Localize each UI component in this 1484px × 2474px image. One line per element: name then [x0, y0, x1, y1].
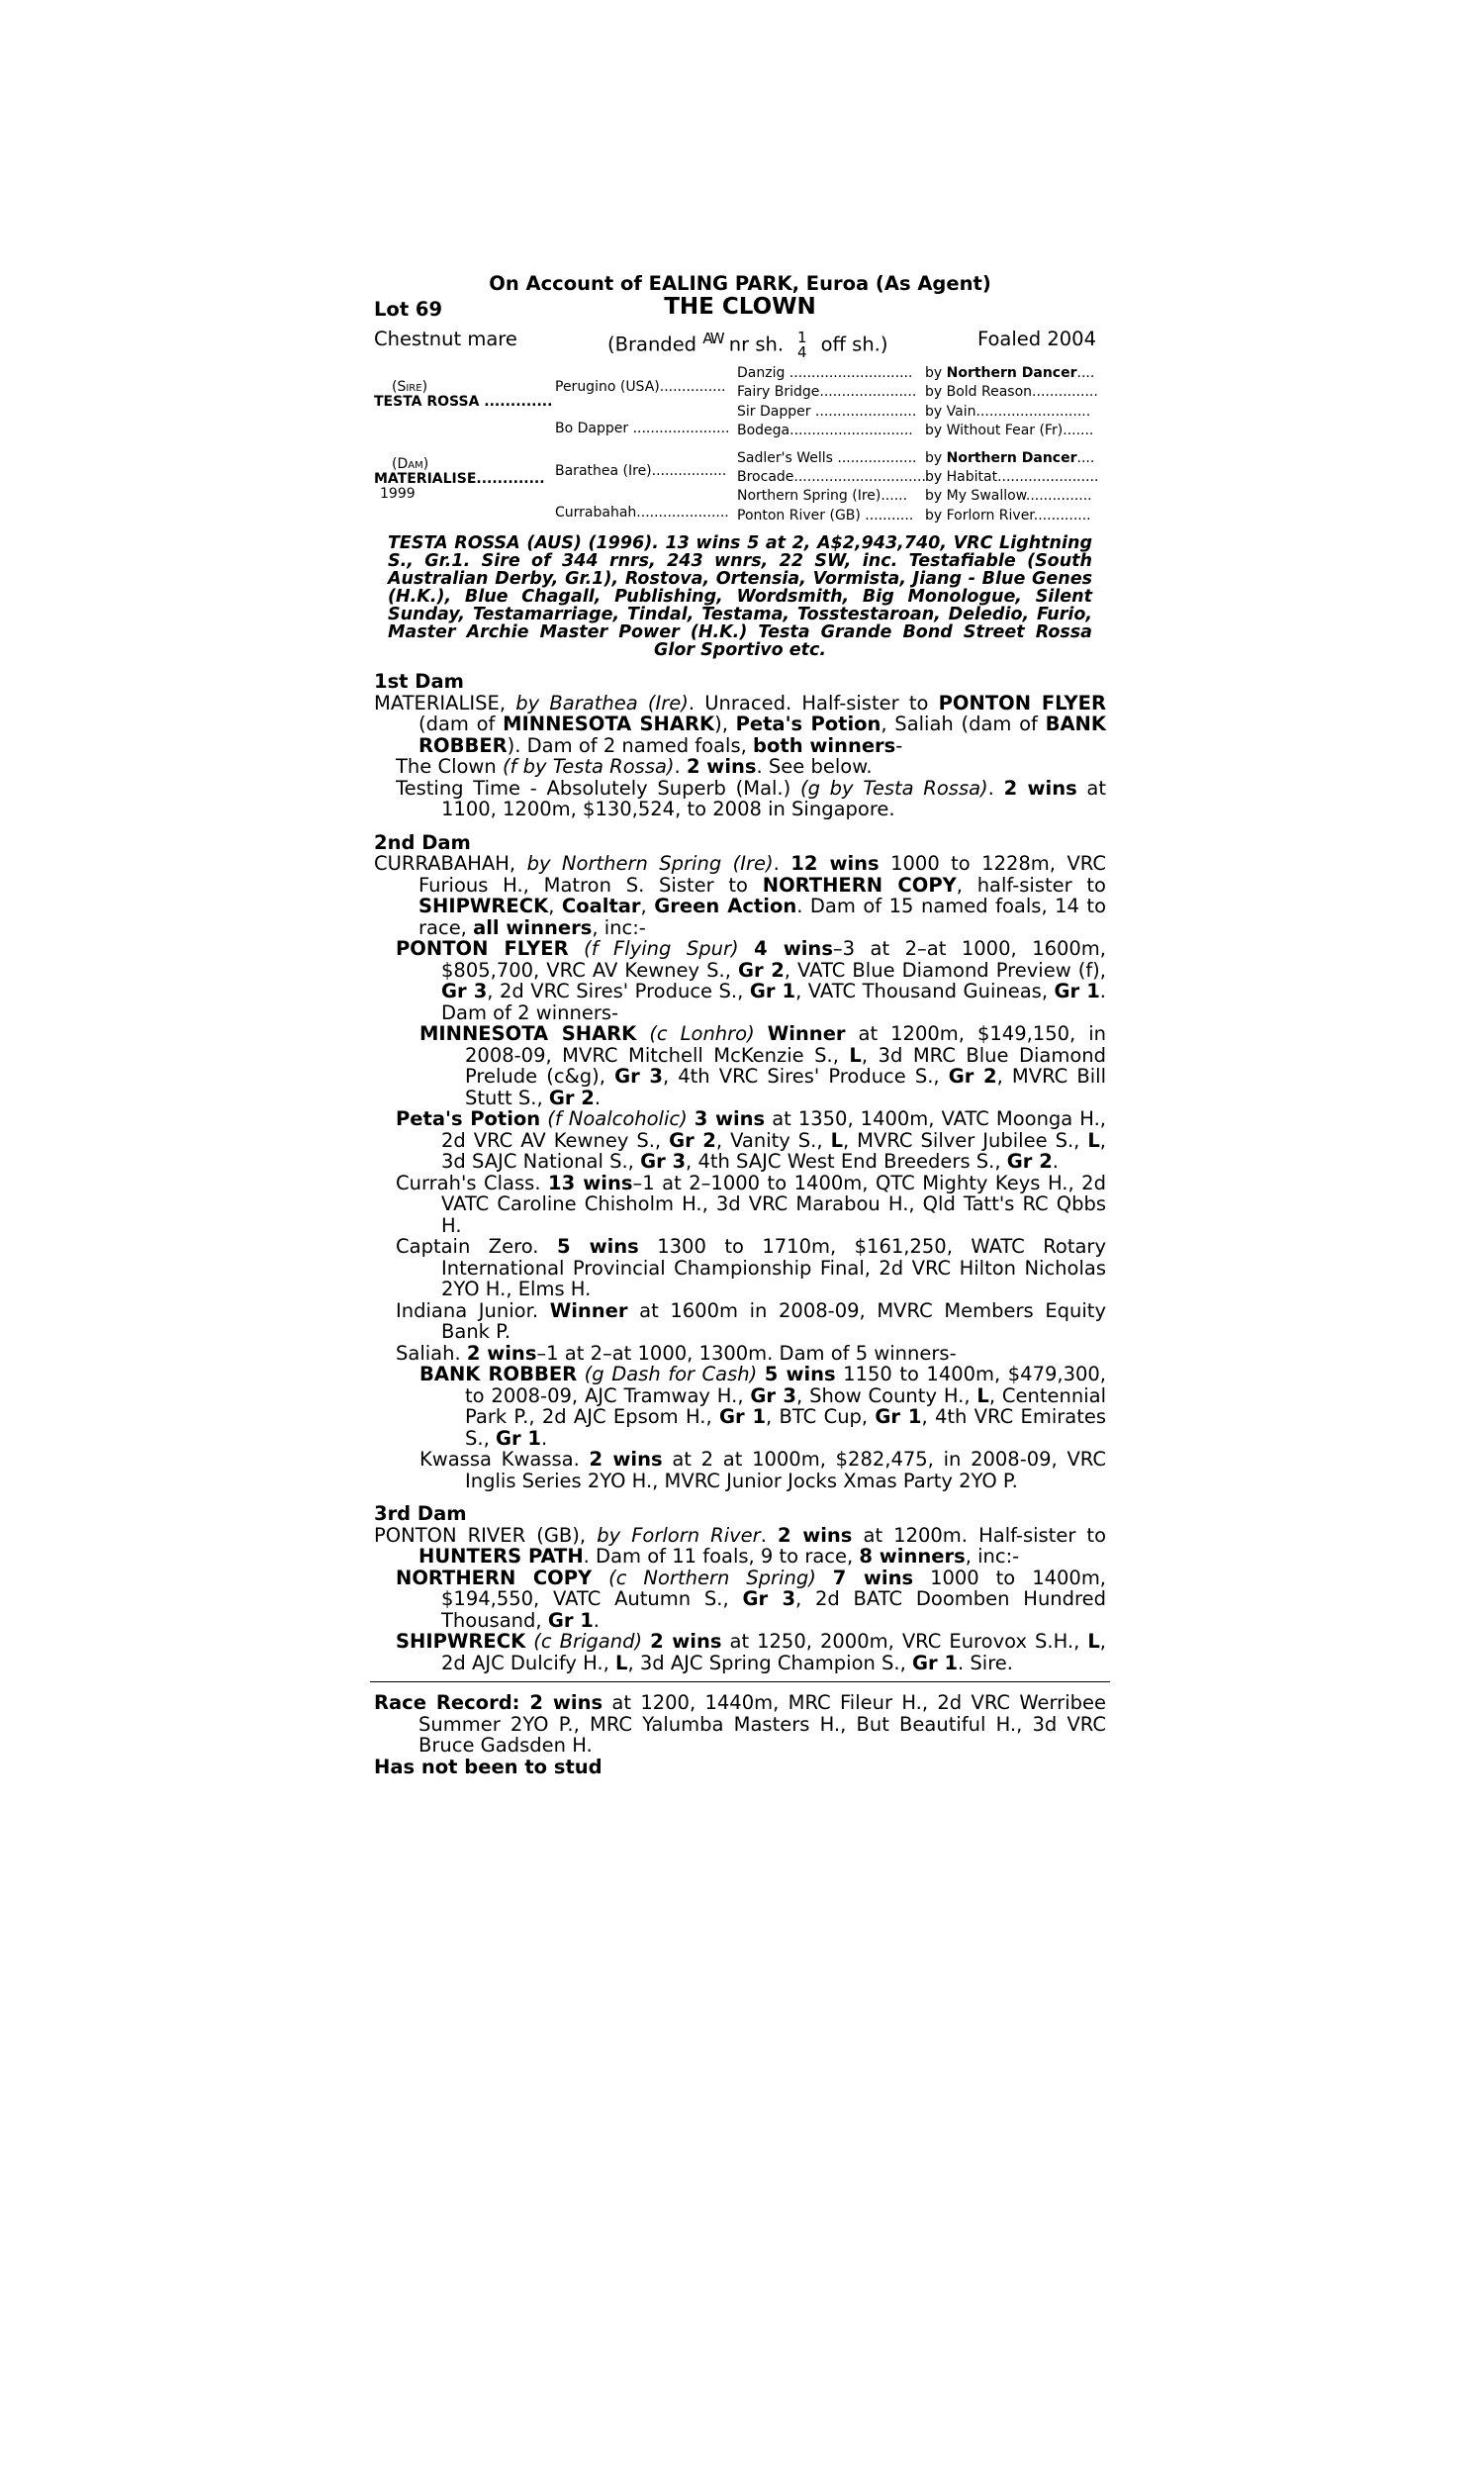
t: Gr 3 [640, 1150, 687, 1173]
t: , [548, 895, 562, 917]
t: . Dam of 11 foals, 9 to race, [583, 1545, 860, 1568]
dam2-foal-currahs-class [374, 1173, 1106, 1237]
ss-sire-by: by Northern Dancer.... [925, 365, 1095, 381]
t: L [830, 1128, 843, 1152]
t: at 2 at 1000m, $282,475, in 2008-09, VRC Inglis Series 2YO H., MVRC Junior Jocks Xmas Party 2YO P. [465, 1448, 1107, 1492]
t: (g by Testa Rossa) [799, 776, 988, 800]
t: ), [714, 713, 736, 735]
dam1-heading: 1st Dam [374, 670, 464, 693]
t: . Sire. [958, 1651, 1013, 1674]
t: NORTHERN COPY [396, 1566, 593, 1589]
ss-sire-text: Danzig [737, 365, 786, 381]
sire-summary: TESTA ROSSA (AUS) (1996). 13 wins 5 at 2, A$2,943,740, VRC Lightning S., Gr.1. Sire of 344 rnrs, 243 wnrs, 22 SW, inc. Testafiable (South Australian Derby, Gr.1), Rostova, Ortensia, Vormista, Jiang - Blue Genes (H.K.), Blue Chagall, Publishing, Wordsmith, Big Monologue, Silent Sunday, Testamarriage, Tindal, Testama, Tosstestaroan, Deledio, Furio, Master Archie Master Power (H.K.) Testa Grande Bond Street Rossa Glor Sportivo etc. [388, 533, 1092, 660]
lot-row [374, 294, 1106, 325]
t: 12 wins [790, 852, 880, 875]
t: 2 wins [1003, 776, 1077, 800]
lot-number: Lot 69 [374, 298, 443, 321]
sd-dam-by-text: by Without Fear (Fr) [925, 423, 1064, 438]
t: , half-sister to [956, 873, 1106, 897]
t: . [540, 1426, 548, 1450]
ss-sire: Danzig ............................ [737, 365, 913, 381]
t: by Forlorn River [597, 1523, 761, 1547]
brand-den: 4 [797, 343, 807, 361]
t: . Unraced. Half-sister to [688, 691, 939, 714]
t: Gr 1 [718, 1405, 767, 1428]
dam-sire: Barathea (Ire)................. [555, 463, 727, 479]
dam-label: (Dam) [392, 456, 429, 472]
t: by Barathea (Ire) [515, 691, 689, 714]
t: 8 winners [859, 1545, 966, 1568]
t: Winner [549, 1298, 628, 1322]
sd-dam-text: Bodega [737, 423, 790, 438]
t: BANK ROBBER [418, 713, 1106, 757]
sd-sire-by-text: by Vain [925, 404, 976, 420]
brand-prefix: (Branded [607, 333, 703, 356]
dam1-foal-2 [374, 778, 1106, 820]
dd-dam-by: by Forlorn River............. [925, 508, 1091, 523]
dam2-foal-indiana-junior [374, 1300, 1106, 1343]
pedigree-table [374, 366, 1106, 530]
t: Gr 3 [742, 1587, 796, 1610]
t: . Dam of 15 named foals, 14 to race, [418, 895, 1107, 939]
dam1-entry [374, 693, 1106, 757]
t: Gr 1 [495, 1426, 541, 1450]
t: L [849, 1043, 862, 1067]
t: Testing Time - Absolutely Superb (Mal.) [396, 776, 800, 800]
sd-sire-text: Sir Dapper [737, 404, 811, 420]
t: PONTON FLYER [938, 691, 1106, 714]
t: , 2d BATC Doomben Hundred Thousand, [441, 1587, 1107, 1632]
sd-sire-by: by Vain.......................... [925, 404, 1091, 420]
dam-dam-text: Currabahah [555, 505, 637, 521]
t: L [976, 1383, 989, 1407]
t: , 3d AJC Spring Champion S., [627, 1651, 913, 1674]
t: 7 wins [832, 1566, 914, 1589]
t: Saliah. [396, 1341, 467, 1365]
description-row [374, 325, 1106, 361]
sire-name: TESTA ROSSA ............. [374, 394, 553, 410]
t: . [674, 755, 687, 778]
dam3-foal-northern-copy [374, 1568, 1106, 1632]
t: L [1087, 1630, 1100, 1653]
t: 2 wins [589, 1448, 663, 1471]
brand-mark: AW [702, 330, 723, 347]
brand-num: 1 [797, 329, 807, 346]
t: 3 wins [694, 1107, 766, 1130]
dam3-entry [374, 1525, 1106, 1568]
t: 5 wins [556, 1235, 639, 1258]
sire-dam: Bo Dapper ...................... [555, 421, 730, 436]
foaled-year: Foaled 2004 [976, 328, 1096, 350]
stud-status: Has not been to stud [374, 1755, 603, 1778]
t: , 4th SAJC West End Breeders S., [686, 1150, 1007, 1173]
ss-sire-by-text: Northern Dancer [946, 365, 1077, 381]
t: SHIPWRECK [418, 895, 549, 917]
t: , Saliah (dam of [881, 713, 1046, 735]
t: 1000 to 1400m, $194,550, VATC Autumn S., [441, 1566, 1107, 1610]
t: Gr 1 [912, 1651, 959, 1674]
dd-sire-text: Northern Spring (Ire) [737, 488, 881, 504]
brand-fraction [797, 331, 807, 360]
t: 2 wins [686, 755, 757, 778]
t: L [1087, 1128, 1100, 1152]
t: 2 wins [466, 1341, 537, 1365]
ds-sire-text: Sadler's Wells [737, 450, 833, 466]
brand-nr: nr sh. [722, 333, 785, 356]
sd-dam: Bodega............................ [737, 423, 913, 438]
dam3-foal-shipwreck [374, 1631, 1106, 1673]
t: (f Noalcoholic) [540, 1107, 695, 1130]
dam2-foal-ponton-flyer [374, 938, 1106, 1023]
dd-dam: Ponton River (GB) ........... [737, 508, 914, 523]
sire-dam-text: Bo Dapper [555, 421, 629, 436]
t: . See below. [756, 755, 873, 778]
sire-text: TESTA ROSSA [374, 394, 480, 410]
dam-name: MATERIALISE............. [374, 471, 545, 487]
sd-dam-by: by Without Fear (Fr)....... [925, 423, 1094, 438]
t: 1300 to 1710m, $161,250, WATC Rotary International Provincial Championship Final, 2d VRC Hilton Nicholas 2YO H., Elms H. [441, 1235, 1106, 1300]
t: at 1200m, $149,150, in 2008-09, MVRC Mitchell McKenzie S., [465, 1022, 1107, 1067]
dd-dam-text: Ponton River (GB) [737, 508, 861, 523]
dd-dam-by-text: by Forlorn River [925, 508, 1034, 523]
t: NORTHERN COPY [762, 873, 957, 897]
t: at 1200m. Half-sister to [852, 1523, 1106, 1547]
t: (dam of [418, 713, 504, 735]
t: Winner [767, 1022, 846, 1045]
sd-sire: Sir Dapper ....................... [737, 404, 917, 420]
dam1-foal-1 [374, 756, 1106, 778]
t: Kwassa Kwassa. [419, 1448, 590, 1471]
t: at 1350, 1400m, VATC Moonga H., 2d VRC AV Kewney S., [441, 1107, 1107, 1152]
t: - [895, 733, 903, 757]
t: , 3d MRC Blue Diamond Prelude (c&g), [465, 1043, 1107, 1088]
t: , Show County H., [796, 1383, 977, 1407]
t: at 1250, 2000m, VRC Eurovox S.H., [721, 1630, 1088, 1653]
t: L [615, 1651, 628, 1674]
t: all winners [473, 915, 593, 939]
brand-text [607, 329, 887, 360]
t: , 2d AJC Dulcify H., [441, 1630, 1106, 1674]
race-record [374, 1692, 1106, 1757]
dam2-foal-saliah [374, 1343, 1106, 1365]
horse-name: THE CLOWN [664, 294, 816, 320]
t: at 1100, 1200m, $130,524, to 2008 in Singapore. [441, 776, 1107, 820]
dd-sire-by: by My Swallow............... [925, 488, 1092, 504]
dam-year: 1999 [380, 486, 416, 502]
ds-dam: Brocade.............................. [737, 469, 926, 485]
t: Gr 2 [948, 1065, 997, 1088]
t: MATERIALISE, [374, 691, 516, 714]
t: (c Lonhro) [636, 1022, 768, 1045]
t: The Clown [396, 755, 503, 778]
dam2-grandfoal-kwassa-kwassa [374, 1449, 1106, 1491]
t: , [640, 895, 655, 917]
t: , MVRC Silver Jubilee S., [843, 1128, 1088, 1152]
t: 1150 to 1400m, $479,300, to 2008-09, AJC Tramway H., [465, 1363, 1107, 1407]
dam2-foal-captain-zero [374, 1236, 1106, 1300]
t: BANK ROBBER [419, 1363, 578, 1385]
t: Gr 2 [548, 1086, 595, 1109]
t: Peta's Potion [396, 1107, 541, 1130]
t: Gr 3 [441, 980, 488, 1002]
t: , 2d VRC Sires' Produce S., [487, 980, 750, 1002]
ss-dam-text: Fairy Bridge [737, 384, 820, 400]
dam2-foal-petas-potion [374, 1108, 1106, 1173]
t: , BTC Cup, [766, 1405, 876, 1428]
t: Gr 3 [614, 1065, 663, 1088]
t: 2 wins [519, 1691, 603, 1714]
t: , 3d SAJC National S., [441, 1128, 1106, 1173]
ds-sire-by: by Northern Dancer.... [925, 450, 1095, 466]
t: 5 wins [764, 1363, 836, 1385]
t: Gr 1 [875, 1405, 922, 1428]
t: , MVRC Bill Stutt S., [465, 1065, 1107, 1109]
t: both winners [753, 733, 896, 757]
t: –3 at 2–at 1000, 1600m, $805,700, VRC AV Kewney S., [441, 937, 1106, 982]
dd-sire-by-text: by My Swallow [925, 488, 1026, 504]
t: . [987, 776, 1004, 800]
t: ). Dam of 2 named foals, [507, 733, 754, 757]
t: Currah's Class. [396, 1171, 549, 1194]
catalogue-page [374, 273, 1106, 1777]
sire-sire-text: Perugino (USA) [555, 379, 660, 395]
t: MINNESOTA SHARK [419, 1022, 637, 1045]
t: CURRABAHAH, [374, 852, 527, 875]
t: . [593, 1608, 600, 1632]
t: Green Action [654, 895, 797, 917]
t: Gr 2 [1006, 1150, 1053, 1173]
sire-sire: Perugino (USA)............... [555, 379, 726, 395]
t: HUNTERS PATH [418, 1545, 584, 1568]
t: , Centennial Park P., 2d AJC Epsom H., [465, 1383, 1107, 1428]
t: . [594, 1086, 602, 1109]
t: (f Flying Spur) [568, 937, 755, 960]
t: Captain Zero. [396, 1235, 557, 1258]
t: Gr 2 [737, 958, 785, 982]
t: Coaltar [561, 895, 641, 917]
t: PONTON RIVER (GB), [374, 1523, 598, 1547]
dam2-heading: 2nd Dam [374, 830, 471, 854]
dam2-entry [374, 853, 1106, 938]
t: PONTON FLYER [396, 937, 569, 960]
t: , inc:- [592, 915, 646, 939]
ds-dam-by-text: by Habitat [925, 469, 998, 485]
t: , 4th VRC Sires' Produce S., [662, 1065, 949, 1088]
t: , Vanity S., [715, 1128, 831, 1152]
dam-sire-text: Barathea (Ire) [555, 463, 652, 479]
dam2-grandfoal-minnesota-shark [374, 1023, 1106, 1108]
sex-colour: Chestnut mare [374, 328, 517, 350]
t: (f by Testa Rossa) [502, 755, 675, 778]
dd-sire: Northern Spring (Ire)...... [737, 488, 908, 504]
brand-suffix: off sh.) [820, 333, 888, 356]
ds-sire-by-text: Northern Dancer [946, 450, 1077, 466]
ds-dam-by: by Habitat....................... [925, 469, 1099, 485]
dam-text: MATERIALISE [374, 471, 477, 487]
t: SHIPWRECK [396, 1630, 526, 1653]
ss-dam: Fairy Bridge...................... [737, 384, 917, 400]
consignor-line: On Account of EALING PARK, Euroa (As Agent) [489, 272, 991, 295]
t: 2 wins [777, 1523, 853, 1547]
t: , VATC Blue Diamond Preview (f), [784, 958, 1106, 982]
dam3-heading: 3rd Dam [374, 1502, 467, 1525]
t: , inc:- [965, 1545, 1020, 1568]
ds-sire: Sadler's Wells .................. [737, 450, 917, 466]
t: Gr 3 [750, 1383, 797, 1407]
t: 1000 to 1228m, VRC Furious H., Matron S. Sister to [418, 852, 1106, 897]
t: MINNESOTA SHARK [503, 713, 715, 735]
t: (c Brigand) [525, 1630, 651, 1653]
t: . [1052, 1150, 1059, 1173]
t: , 4th VRC Emirates S., [465, 1405, 1107, 1450]
race-record-label: Race Record: [374, 1691, 520, 1714]
t: –1 at 2–at 1000, 1300m. Dam of 5 winners- [536, 1341, 957, 1365]
t: . [760, 1523, 778, 1547]
t: (g Dash for Cash) [577, 1363, 765, 1385]
t: –1 at 2–1000 to 1400m, QTC Mighty Keys H., 2d VATC Caroline Chisholm H., 3d VRC Marabou H., Qld Tatt's RC Qbbs H. [441, 1171, 1106, 1237]
t: (c Northern Spring) [592, 1566, 833, 1589]
t: Gr 1 [749, 980, 796, 1002]
sire-label: (Sire) [392, 379, 428, 395]
dam2-grandfoal-bank-robber [374, 1364, 1106, 1449]
t: 13 wins [548, 1171, 633, 1194]
divider-line [370, 1681, 1110, 1682]
t: Indiana Junior. [396, 1298, 550, 1322]
t: Peta's Potion [735, 713, 881, 735]
ds-dam-text: Brocade [737, 469, 794, 485]
t: Gr 2 [669, 1128, 716, 1152]
t: Gr 1 [1054, 980, 1100, 1002]
t: , VATC Thousand Guineas, [795, 980, 1055, 1002]
ss-dam-by-text: by Bold Reason [925, 384, 1033, 400]
t: Gr 1 [547, 1608, 594, 1632]
t: . [773, 852, 791, 875]
t: 4 wins [754, 937, 833, 960]
t: at 1200, 1440m, MRC Fileur H., 2d VRC Werribee Summer 2YO P., MRC Yalumba Masters H., But Beautiful H., 3d VRC Bruce Gadsden H. [418, 1691, 1106, 1757]
dam-dam: Currabahah..................... [555, 505, 729, 521]
t: . Dam of 2 winners- [441, 980, 1106, 1024]
ss-dam-by: by Bold Reason............... [925, 384, 1098, 400]
t: at 1600m in 2008-09, MVRC Members Equity Bank P. [441, 1298, 1106, 1343]
t: 2 wins [650, 1630, 722, 1653]
t: by Northern Spring (Ire) [526, 852, 774, 875]
